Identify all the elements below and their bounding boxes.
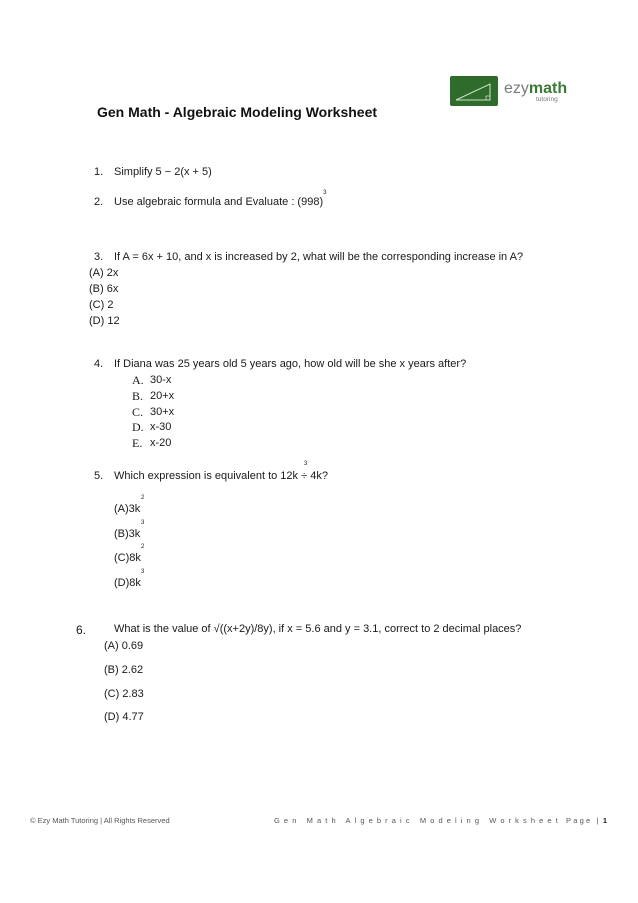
question-4-letter-b: B. (132, 389, 144, 403)
question-5-option-d: (D)8k (114, 577, 141, 589)
question-3-number: 3. (94, 251, 104, 263)
question-2-number: 2. (94, 196, 104, 208)
question-3-option-c: (C) 2 (89, 299, 114, 311)
question-4-letter-e: E. (132, 436, 143, 450)
footer-document-title: Gen Math Algebraic Modeling Worksheet (274, 816, 562, 825)
question-4-letter-d: D. (132, 420, 144, 434)
question-4-option-e: x-20 (150, 437, 172, 449)
question-4-option-a: 30-x (150, 374, 172, 386)
question-1-text: Simplify 5 − 2(x + 5) (114, 166, 212, 178)
logo-subtitle: tutoring (536, 96, 558, 103)
question-4-option-c: 30+x (150, 406, 175, 418)
question-3-option-b: (B) 6x (89, 283, 119, 295)
question-4-text: If Diana was 25 years old 5 years ago, how old will be she x years after? (114, 358, 467, 370)
question-5-option-a-exponent: 2 (141, 495, 145, 501)
question-6-text: What is the value of √((x+2y)/8y), if x = 5.6 and y = 3.1, correct to 2 decimal places? (114, 623, 522, 635)
question-4-option-b: 20+x (150, 390, 175, 402)
question-4-number: 4. (94, 358, 104, 370)
question-6-option-a: (A) 0.69 (104, 640, 144, 652)
question-6-option-d: (D) 4.77 (104, 711, 144, 723)
question-1-number: 1. (94, 166, 104, 178)
question-5-option-b-exponent: 3 (141, 520, 145, 526)
question-3-option-a: (A) 2x (89, 267, 119, 279)
question-6-option-c: (C) 2.83 (104, 688, 144, 700)
question-3-text: If A = 6x + 10, and x is increased by 2, what will be the corresponding increase in A? (114, 251, 524, 263)
question-5-option-b: (B)3k (114, 528, 141, 540)
question-4-letter-c: C. (132, 405, 144, 419)
question-4-letter-a: A. (132, 373, 144, 387)
question-2-text: Use algebraic formula and Evaluate : $(998)^3$ (114, 190, 327, 208)
question-5-option-c: (C)8k (114, 552, 141, 564)
page-title: Gen Math - Algebraic Modeling Worksheet (97, 104, 378, 120)
logo-image (450, 76, 498, 106)
question-6-number: 6. (76, 623, 87, 637)
question-5-option-d-exponent: 3 (141, 569, 145, 575)
logo-wordmark: ezymath (504, 80, 568, 97)
question-5-text: Which expression is equivalent to 12k ÷ 4k? (114, 470, 328, 482)
footer-copyright: © Ezy Math Tutoring | All Rights Reserved (30, 816, 170, 825)
question-5-option-a: (A)3k (114, 503, 141, 515)
question-3-option-d: (D) 12 (89, 315, 120, 327)
question-5-option-c-exponent: 2 (141, 544, 145, 550)
question-4-option-d: x-30 (150, 421, 172, 433)
question-5-exponent: 3 (304, 461, 308, 467)
footer-page: Page | 1 (566, 816, 610, 825)
triangle-graphic-icon (450, 76, 498, 106)
question-5-number: 5. (94, 470, 104, 482)
question-6-option-b: (B) 2.62 (104, 664, 144, 676)
